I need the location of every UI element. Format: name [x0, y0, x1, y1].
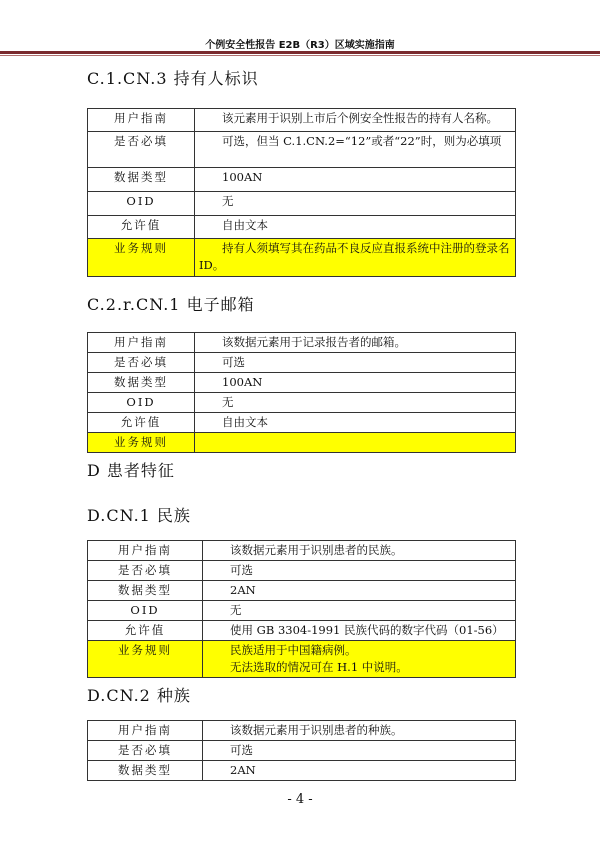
table-row	[88, 741, 516, 761]
field-value	[195, 216, 516, 239]
header-rule	[0, 51, 600, 54]
table-row	[88, 216, 516, 239]
table-row	[88, 641, 516, 678]
table-row	[88, 581, 516, 601]
field-label: 是否必填	[88, 353, 195, 373]
field-label: 数据类型	[88, 761, 203, 781]
field-spec-table	[87, 540, 516, 678]
field-value	[203, 621, 516, 641]
field-value-text: 使用 GB 3304-1991 民族代码的数字代码（01-56）	[230, 623, 504, 637]
table-row	[88, 373, 516, 393]
field-value-text: 2AN	[230, 763, 256, 777]
field-value	[195, 132, 516, 168]
field-label: 用户指南	[88, 333, 195, 353]
field-label: 用户指南	[88, 721, 203, 741]
field-value-text: 该数据元素用于识别患者的民族。	[230, 543, 403, 557]
section-heading: D.CN.1 民族	[87, 506, 191, 525]
field-value	[203, 721, 516, 741]
table-row	[88, 109, 516, 132]
field-value	[195, 168, 516, 192]
field-value-text: 2AN	[230, 583, 256, 597]
table-row	[88, 541, 516, 561]
field-value	[203, 761, 516, 781]
field-value	[203, 541, 516, 561]
field-value-text: 可选	[230, 743, 253, 757]
field-value-text: 可选，但当 C.1.CN.2=“12”或者“22”时，则为必填项	[222, 134, 502, 148]
field-value-text: 100AN	[222, 170, 263, 184]
field-label: 是否必填	[88, 132, 195, 168]
table-row	[88, 433, 516, 453]
table-row	[88, 333, 516, 353]
table-row	[88, 761, 516, 781]
field-value	[195, 433, 516, 453]
field-value	[195, 109, 516, 132]
table-row	[88, 721, 516, 741]
section-heading: D.CN.2 种族	[87, 686, 191, 705]
field-value-text: 可选	[230, 563, 253, 577]
field-label: OID	[88, 192, 195, 216]
field-value	[195, 373, 516, 393]
field-label: 数据类型	[88, 373, 195, 393]
field-value-text: 无	[222, 395, 234, 409]
field-spec-table	[87, 720, 516, 781]
field-value	[203, 641, 516, 678]
table-row	[88, 353, 516, 373]
field-value	[203, 581, 516, 601]
field-value-text: 100AN	[222, 375, 263, 389]
field-label: 允许值	[88, 621, 203, 641]
field-value-text: 无	[222, 194, 234, 208]
section-heading: C.2.r.CN.1 电子邮箱	[87, 295, 255, 314]
table-row	[88, 601, 516, 621]
field-value-text: 该元素用于识别上市后个例安全性报告的持有人名称。	[222, 111, 498, 125]
field-value	[195, 239, 516, 277]
field-spec-table	[87, 108, 516, 277]
field-label: 业务规则	[88, 433, 195, 453]
field-label: 用户指南	[88, 109, 195, 132]
field-spec-table	[87, 332, 516, 453]
field-label: OID	[88, 601, 203, 621]
table-row	[88, 621, 516, 641]
field-value-text: 持有人须填写其在药品不良反应直报系统中注册的登录名 ID。	[199, 241, 510, 272]
table-row	[88, 168, 516, 192]
running-header: 个例安全性报告 E2B（R3）区域实施指南	[205, 40, 395, 51]
field-value-text: 自由文本	[222, 415, 268, 429]
field-label: 数据类型	[88, 581, 203, 601]
table-row	[88, 239, 516, 277]
field-label: OID	[88, 393, 195, 413]
field-label: 业务规则	[88, 239, 195, 277]
field-value-text: 民族适用于中国籍病例。	[230, 643, 357, 657]
field-value	[195, 353, 516, 373]
field-value-text: 可选	[222, 355, 245, 369]
header-rule-thin	[0, 55, 600, 56]
field-value-text: 该数据元素用于识别患者的种族。	[230, 723, 403, 737]
field-label: 允许值	[88, 216, 195, 239]
section-heading: D 患者特征	[87, 461, 175, 480]
field-label: 允许值	[88, 413, 195, 433]
field-value-text: 该数据元素用于记录报告者的邮箱。	[222, 335, 406, 349]
field-value	[195, 192, 516, 216]
field-label: 用户指南	[88, 541, 203, 561]
field-value	[203, 601, 516, 621]
field-value	[195, 333, 516, 353]
table-row	[88, 393, 516, 413]
field-value	[195, 413, 516, 433]
table-row	[88, 413, 516, 433]
field-label: 是否必填	[88, 741, 203, 761]
field-value	[203, 741, 516, 761]
table-row	[88, 561, 516, 581]
field-label: 业务规则	[88, 641, 203, 678]
field-value	[195, 393, 516, 413]
field-value	[203, 561, 516, 581]
field-value-text: 无	[230, 603, 242, 617]
table-row	[88, 132, 516, 168]
section-heading: C.1.CN.3 持有人标识	[87, 69, 259, 88]
field-value-text: 自由文本	[222, 218, 268, 232]
field-label: 是否必填	[88, 561, 203, 581]
table-row	[88, 192, 516, 216]
field-label: 数据类型	[88, 168, 195, 192]
page-number: - 4 -	[287, 792, 313, 807]
field-value-text: 无法选取的情况可在 H.1 中说明。	[230, 660, 408, 674]
